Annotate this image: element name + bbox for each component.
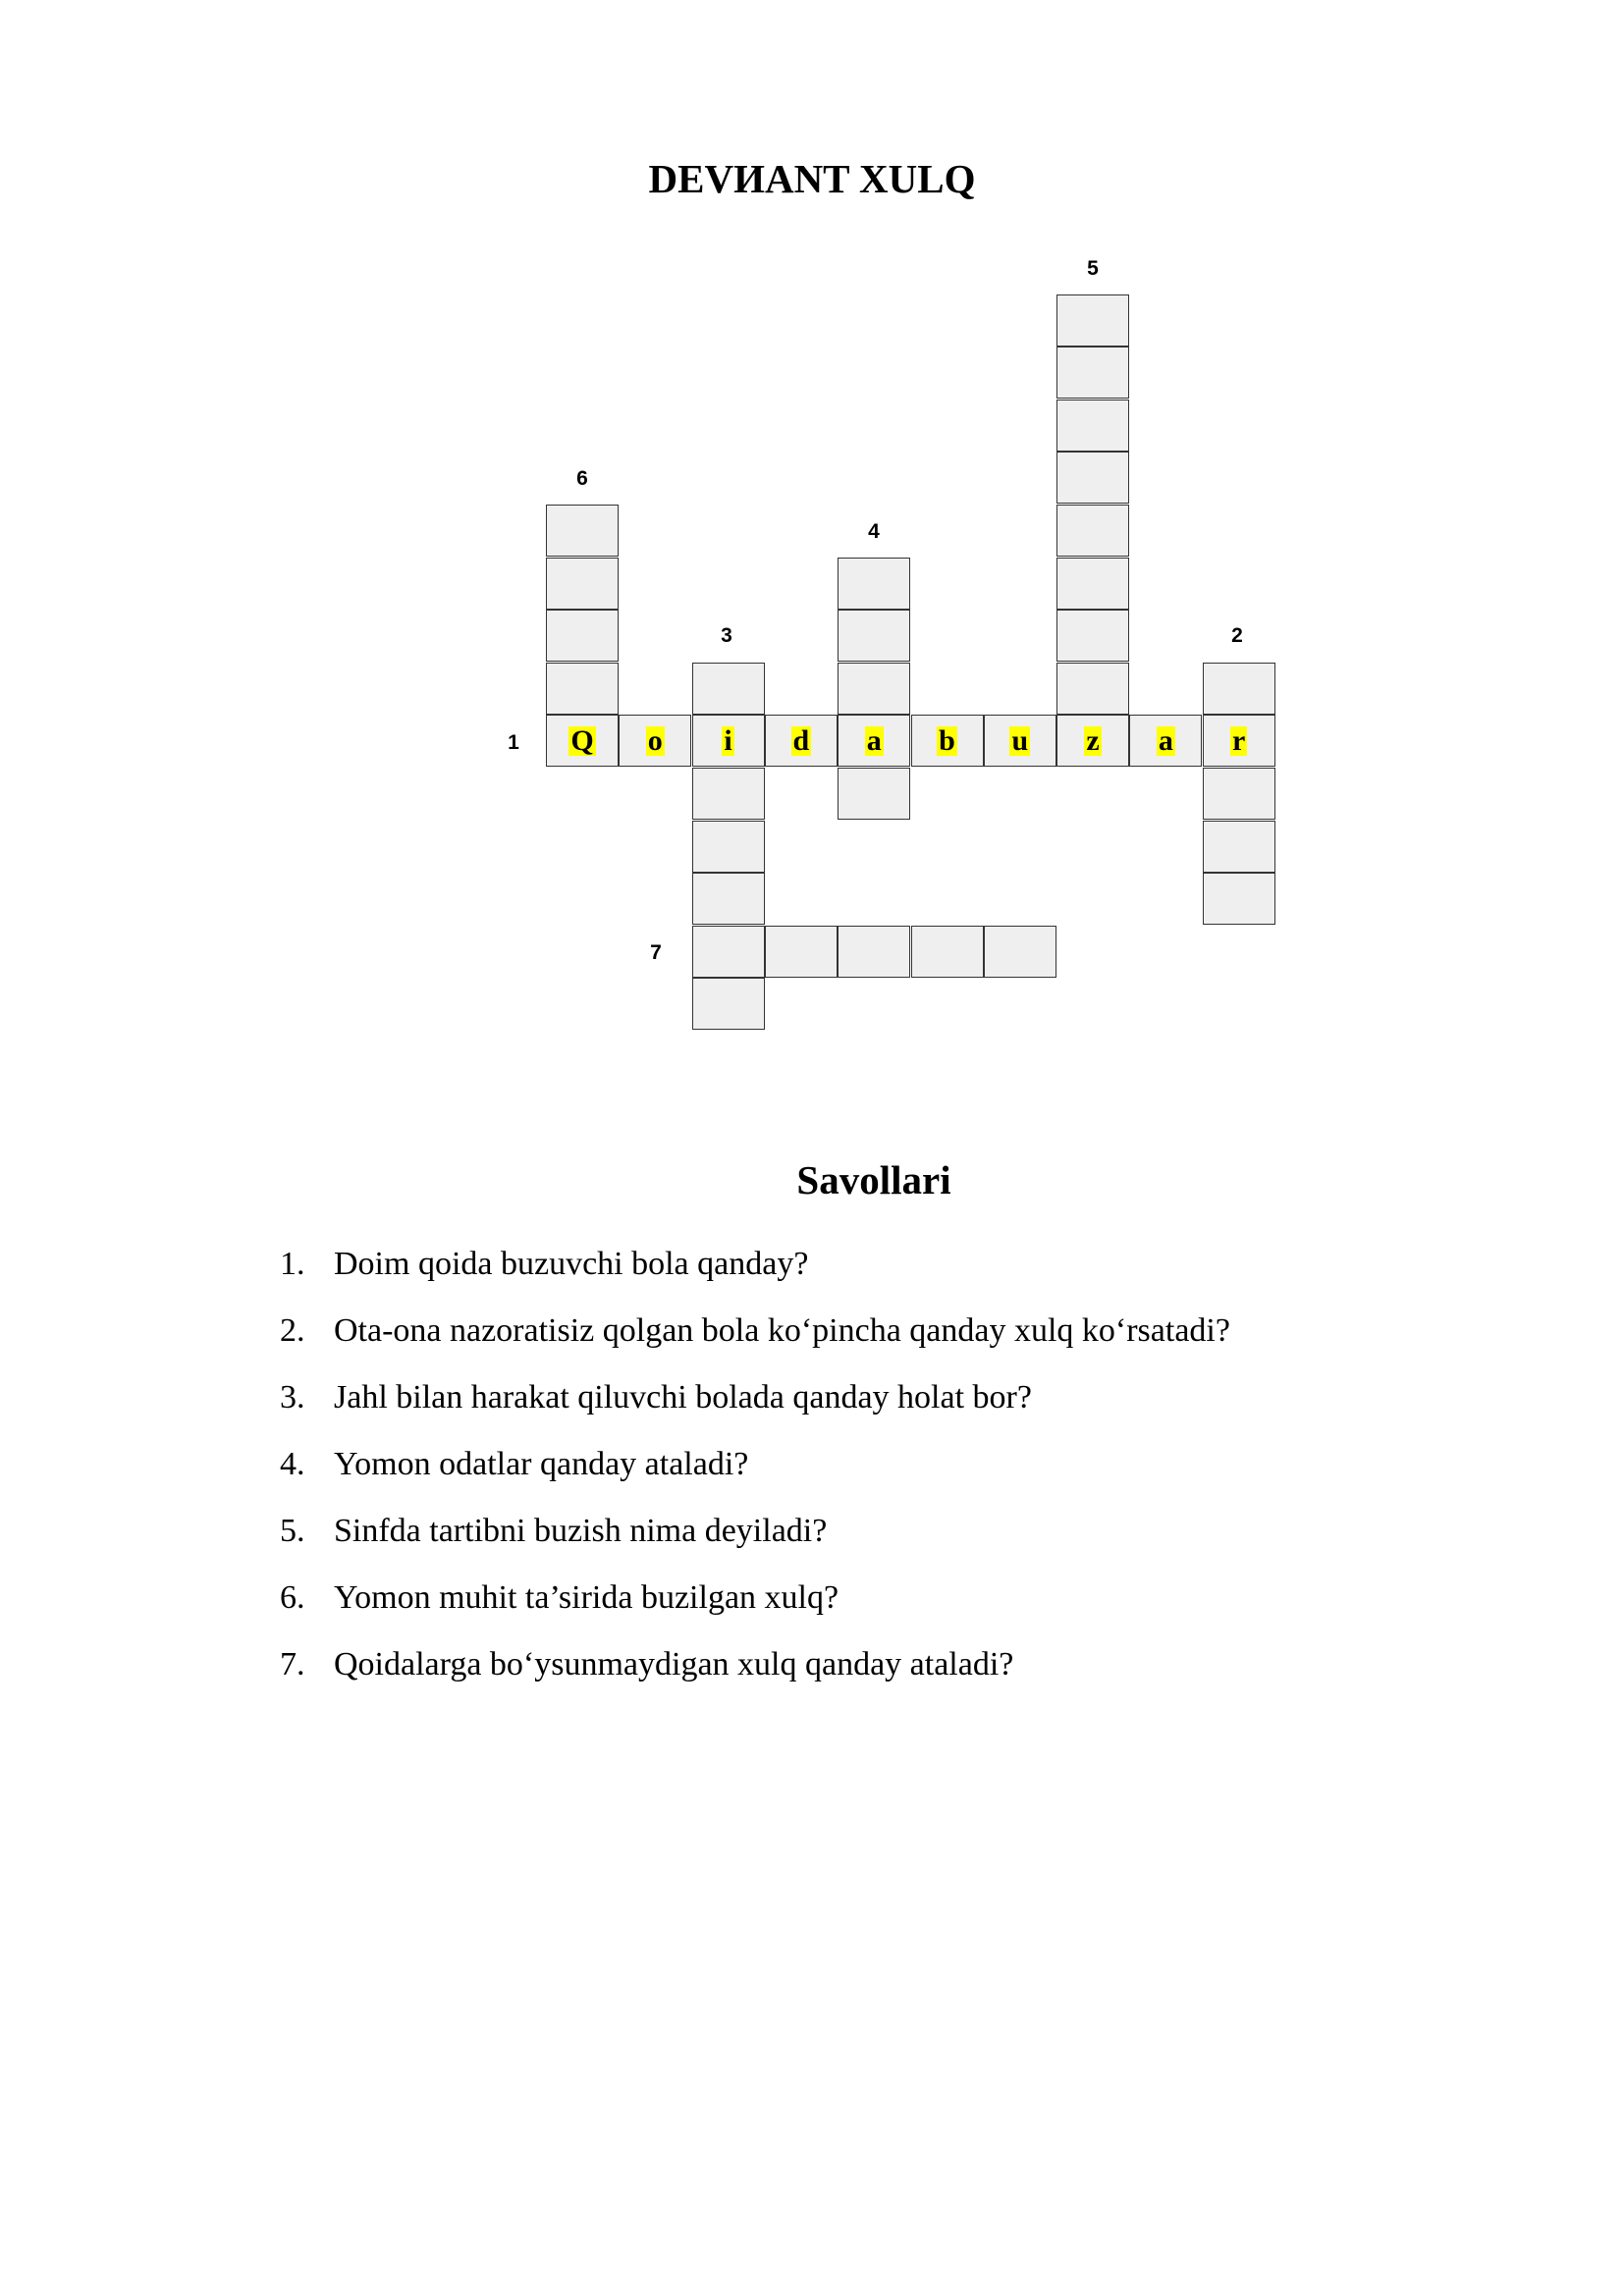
question-number: 4. bbox=[280, 1446, 305, 1482]
crossword-cell[interactable] bbox=[911, 926, 984, 978]
crossword-cell[interactable] bbox=[984, 926, 1056, 978]
highlighted-letter: Q bbox=[570, 723, 594, 757]
question-item bbox=[280, 1378, 1230, 1445]
question-text: Yomon odatlar qanday ataladi? bbox=[334, 1446, 749, 1482]
question-text: Jahl bilan harakat qiluvchi bolada qanday holat bor? bbox=[334, 1379, 1032, 1415]
answer-cell-1-across[interactable] bbox=[1129, 715, 1202, 767]
crossword-cell[interactable] bbox=[692, 768, 765, 820]
highlighted-letter: z bbox=[1086, 723, 1100, 757]
crossword-cell[interactable] bbox=[838, 926, 910, 978]
questions-heading: Savollari bbox=[796, 1157, 951, 1202]
answer-cell-1-across[interactable] bbox=[984, 715, 1056, 767]
highlighted-letter: a bbox=[866, 723, 882, 757]
question-text: Qoidalarga bo‘ysunmaydigan xulq qanday ataladi? bbox=[334, 1646, 1014, 1682]
question-item bbox=[280, 1512, 1230, 1578]
clue-number-6: 6 bbox=[576, 467, 588, 490]
crossword-cell[interactable] bbox=[1056, 663, 1129, 715]
answer-cell-1-across[interactable] bbox=[692, 715, 765, 767]
highlighted-letter: u bbox=[1011, 723, 1029, 757]
crossword-cell[interactable] bbox=[1056, 400, 1129, 452]
question-number: 2. bbox=[280, 1312, 305, 1349]
question-number: 6. bbox=[280, 1579, 305, 1616]
crossword-cell[interactable] bbox=[1203, 821, 1275, 873]
crossword-cell[interactable] bbox=[1056, 610, 1129, 662]
crossword-cell[interactable] bbox=[692, 978, 765, 1030]
question-item bbox=[280, 1445, 1230, 1512]
question-number: 1. bbox=[280, 1246, 305, 1282]
crossword-cell[interactable] bbox=[692, 821, 765, 873]
highlighted-letter: r bbox=[1232, 723, 1246, 757]
question-item bbox=[280, 1311, 1230, 1378]
highlighted-letter: o bbox=[647, 723, 663, 757]
crossword-cell[interactable] bbox=[692, 663, 765, 715]
crossword-cell[interactable] bbox=[692, 926, 765, 978]
question-item bbox=[280, 1578, 1230, 1645]
question-number: 5. bbox=[280, 1513, 305, 1549]
question-number: 3. bbox=[280, 1379, 305, 1415]
answer-cell-1-across[interactable] bbox=[1056, 715, 1129, 767]
clue-number-7: 7 bbox=[650, 941, 662, 964]
clue-number-4: 4 bbox=[868, 520, 880, 543]
answer-cell-1-across[interactable] bbox=[765, 715, 838, 767]
page-title: DEVИANT XULQ bbox=[648, 156, 976, 201]
crossword-cell[interactable] bbox=[1203, 768, 1275, 820]
crossword-cell[interactable] bbox=[692, 873, 765, 925]
question-number: 7. bbox=[280, 1646, 305, 1682]
answer-cell-1-across[interactable] bbox=[619, 715, 691, 767]
question-text: Sinfda tartibni buzish nima deyiladi? bbox=[334, 1513, 828, 1549]
question-text: Yomon muhit ta’sirida buzilgan xulq? bbox=[334, 1579, 839, 1616]
crossword-cell[interactable] bbox=[838, 663, 910, 715]
answer-cell-1-across[interactable] bbox=[546, 715, 619, 767]
highlighted-letter: a bbox=[1158, 723, 1173, 757]
crossword-cell[interactable] bbox=[1056, 347, 1129, 399]
clue-number-3: 3 bbox=[721, 624, 732, 647]
question-item bbox=[280, 1245, 1230, 1311]
crossword-cell[interactable] bbox=[838, 768, 910, 820]
answer-cell-1-across[interactable] bbox=[1203, 715, 1275, 767]
highlighted-letter: d bbox=[792, 723, 810, 757]
crossword-cell[interactable] bbox=[1056, 558, 1129, 610]
clue-number-5: 5 bbox=[1087, 257, 1099, 280]
crossword-cell[interactable] bbox=[1056, 452, 1129, 504]
crossword-cell[interactable] bbox=[765, 926, 838, 978]
clue-number-1: 1 bbox=[508, 731, 519, 754]
answer-cell-1-across[interactable] bbox=[838, 715, 910, 767]
crossword-cell[interactable] bbox=[838, 610, 910, 662]
questions-list bbox=[280, 1245, 1230, 1712]
question-text: Ota-ona nazoratisiz qolgan bola ko‘pincha qanday xulq ko‘rsatadi? bbox=[334, 1312, 1230, 1349]
clue-number-2: 2 bbox=[1231, 624, 1243, 647]
highlighted-letter: i bbox=[724, 723, 732, 757]
crossword-cell[interactable] bbox=[1056, 505, 1129, 557]
question-item bbox=[280, 1645, 1230, 1712]
crossword-cell[interactable] bbox=[546, 505, 619, 557]
crossword-cell[interactable] bbox=[838, 558, 910, 610]
question-text: Doim qoida buzuvchi bola qanday? bbox=[334, 1246, 809, 1282]
crossword-cell[interactable] bbox=[1203, 873, 1275, 925]
crossword-cell[interactable] bbox=[546, 663, 619, 715]
answer-cell-1-across[interactable] bbox=[911, 715, 984, 767]
crossword-cell[interactable] bbox=[546, 610, 619, 662]
crossword-cell[interactable] bbox=[1203, 663, 1275, 715]
crossword-cell[interactable] bbox=[546, 558, 619, 610]
highlighted-letter: b bbox=[939, 723, 955, 757]
crossword-cell[interactable] bbox=[1056, 294, 1129, 347]
